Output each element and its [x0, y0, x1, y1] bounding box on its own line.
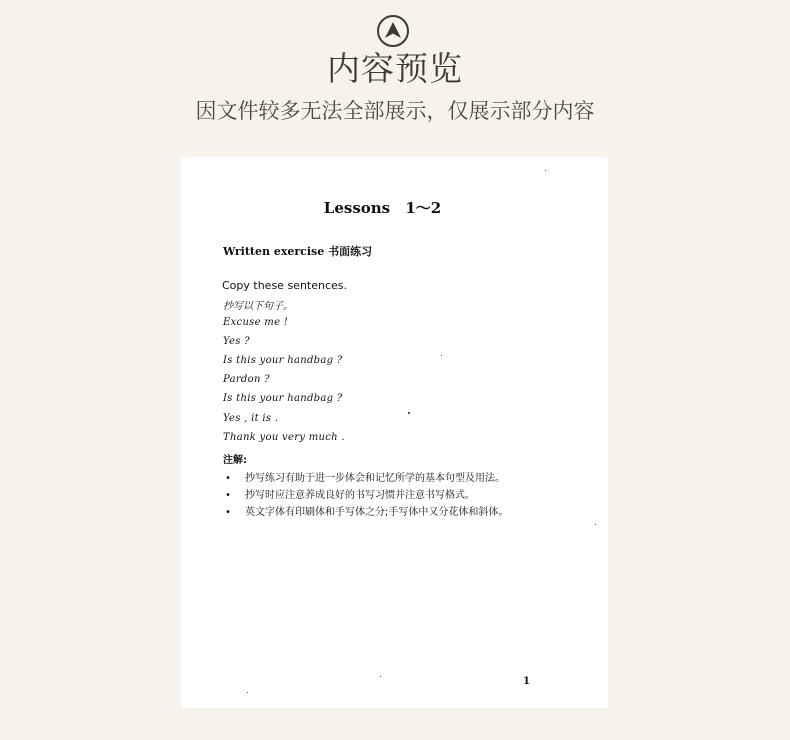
- script-line: Yes , it is .: [223, 413, 279, 424]
- scan-speck: [408, 412, 410, 414]
- instruction-chinese: 抄写以下句子。: [223, 301, 293, 312]
- instruction-english: Copy these sentences.: [222, 279, 348, 292]
- script-line: Thank you very much .: [223, 432, 345, 443]
- circled-up-arrow-icon: [376, 14, 410, 48]
- scan-speck: [380, 676, 381, 677]
- note-text: 抄写时应注意养成良好的书写习惯并注意书写格式。: [245, 490, 475, 501]
- preview-title: 内容预览: [327, 49, 463, 88]
- scan-speck: [545, 170, 546, 171]
- script-line: Is this your handbag ?: [223, 355, 343, 366]
- note-text: 英文字体有印刷体和手写体之分;手写体中又分花体和斜体。: [245, 507, 509, 518]
- script-line: Pardon ?: [223, 374, 270, 385]
- bullet: •: [225, 490, 231, 501]
- page-number: 1: [523, 676, 530, 687]
- script-line: Is this your handbag ?: [223, 393, 343, 404]
- document-page: [181, 157, 608, 708]
- script-line: Yes ?: [223, 336, 250, 347]
- note-item: [225, 469, 505, 484]
- notes-heading: 注解:: [223, 455, 247, 466]
- script-line: Excuse me !: [223, 317, 289, 328]
- bullet: •: [225, 473, 231, 484]
- preview-subtitle: 因文件较多无法全部展示，仅展示部分内容: [195, 99, 595, 123]
- note-item: [225, 486, 475, 501]
- section-heading: Written exercise 书面练习: [223, 245, 373, 258]
- scan-speck: [247, 692, 248, 693]
- bullet: •: [225, 507, 231, 518]
- note-item: [225, 503, 508, 518]
- lesson-title: Lessons 1～2: [323, 199, 442, 217]
- scan-speck: [441, 355, 442, 356]
- scan-speck: [595, 524, 596, 525]
- note-text: 抄写练习有助于进一步体会和记忆所学的基本句型及用法。: [245, 473, 505, 484]
